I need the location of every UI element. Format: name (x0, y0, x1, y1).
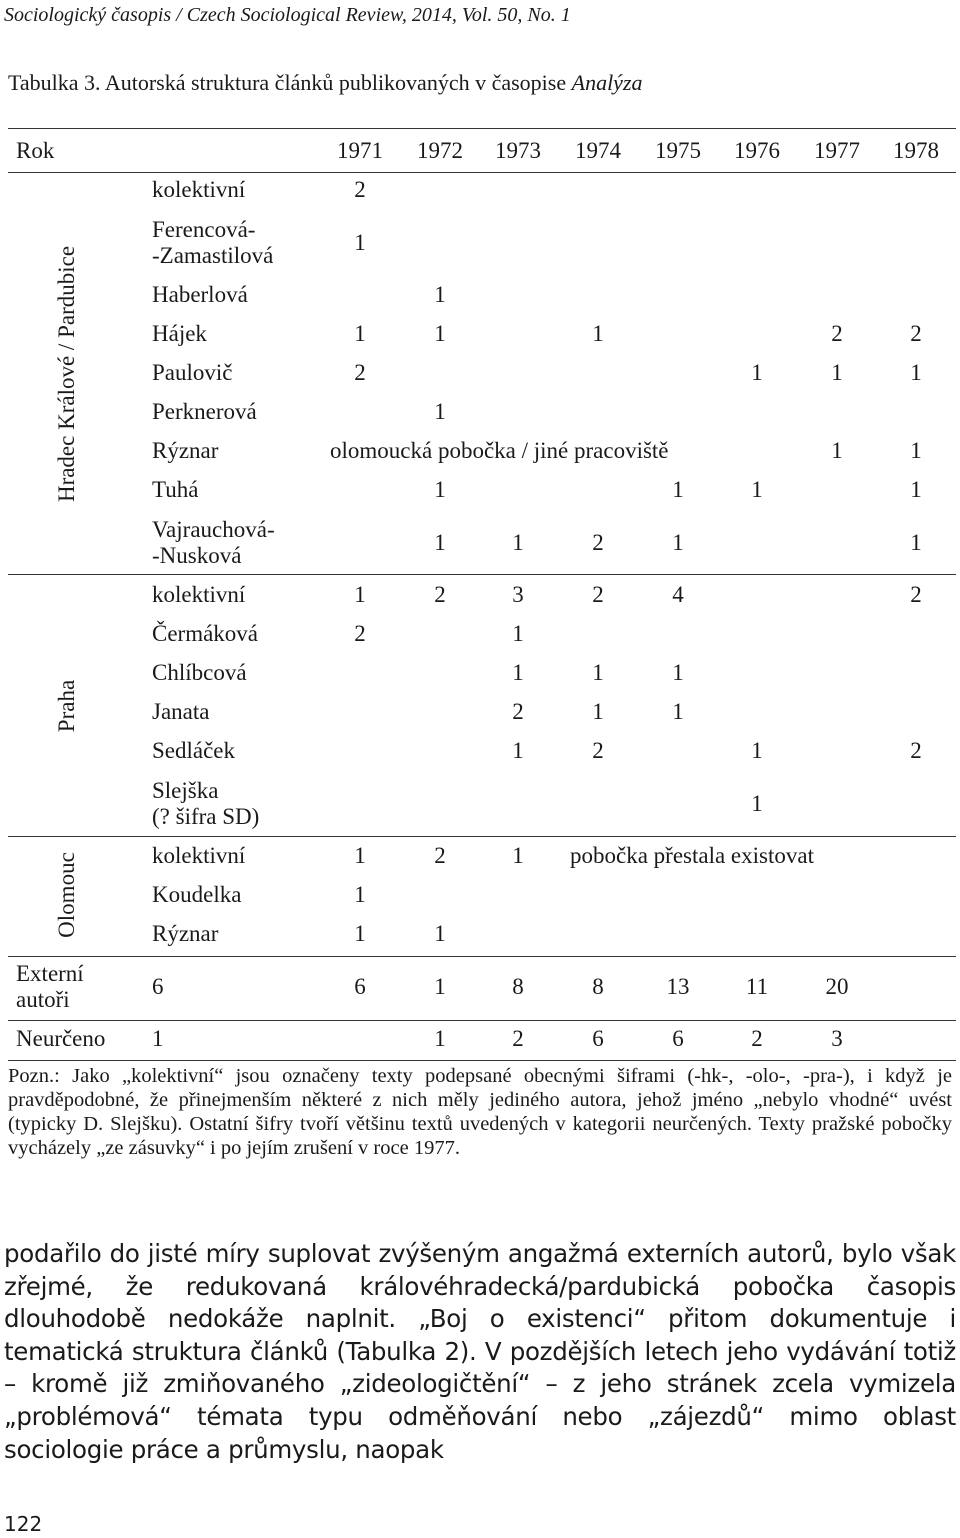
body-paragraph-text: podařilo do jisté míry suplovat zvýšeným angažmá externích autorů, bylo však zřejmé, že redukovaná královéhradecká/pardubická pobočka časopis dlouhodobě nedokáže naplnit. „Boj o existenci“ přitom dokumentuje i tematická struktura článků (Tabulka 2). V pozdějších letech jeho vydávání totiž – kromě již zmiňovaného „zideologičtění“ – z jeho stránek zcela vymizela „problémová“ témata typu odměňování nebo „zájezdů“ mimo oblast sociologie práce a průmyslu, naopak (4, 1239, 956, 1464)
author-name: Sedláček (152, 738, 236, 763)
lead-value: 6 (152, 974, 164, 999)
value-cell-1976: 1 (751, 477, 763, 502)
value-cell-1973: 1 (512, 621, 524, 646)
author-name: Koudelka (152, 882, 242, 907)
value-cell-1976: 11 (745, 974, 769, 999)
value-cell-1975: 6 (672, 1026, 684, 1051)
author-name-line2: -Zamastilová (152, 243, 274, 268)
note-label: Pozn. (8, 1065, 55, 1087)
value-cell-1973: 1 (512, 843, 524, 868)
author-name-line2: (? šifra SD) (152, 804, 260, 829)
group-label-externi-line2: autoři (16, 987, 70, 1012)
span-note-pobocka-prestala: pobočka přestala existovat (570, 843, 814, 868)
year-header-1971: 1971 (337, 138, 383, 163)
span-note-olomoucka-pobocka: olomoucká pobočka / jiné pracoviště (330, 438, 669, 463)
author-name-line1: Ferencová- (152, 217, 256, 242)
value-cell-1973: 2 (512, 1026, 524, 1051)
author-name: Tuhá (152, 477, 199, 502)
author-name: Perknerová (152, 399, 257, 424)
value-cell-1971: 1 (354, 921, 366, 946)
value-cell-1977: 2 (831, 321, 843, 346)
group-rule-neurceno (8, 1020, 956, 1021)
value-cell-1976: 2 (751, 1026, 763, 1051)
value-cell-1972: 1 (434, 399, 446, 424)
value-cell-1974: 1 (592, 699, 604, 724)
value-cell-1971: 2 (354, 621, 366, 646)
journal-header: Sociologický časopis / Czech Sociological Review, 2014, Vol. 50, No. 1 (4, 4, 571, 26)
author-name: Paulovič (152, 360, 233, 385)
group-rule-externi (8, 956, 956, 957)
value-cell-1973: 8 (512, 974, 524, 999)
value-cell-1972: 1 (434, 974, 446, 999)
group-label-externi-line1: Externí (16, 961, 84, 986)
value-cell-1971: 2 (354, 177, 366, 202)
author-name-line2: -Nusková (152, 543, 242, 568)
value-cell-1972: 1 (434, 282, 446, 307)
group-rule-olomouc (8, 836, 956, 837)
author-name: Čermáková (152, 621, 259, 646)
author-name: Rýznar (152, 438, 219, 463)
author-name: Hájek (152, 321, 207, 346)
table-caption (8, 70, 643, 96)
value-cell-1972: 2 (434, 843, 446, 868)
year-header-1975: 1975 (655, 138, 701, 163)
group-label-neurceno: Neurčeno (16, 1026, 106, 1051)
value-cell-1975: 1 (672, 699, 684, 724)
caption-journal-name: Analýza (571, 70, 643, 95)
value-cell-1972: 1 (434, 921, 446, 946)
table-top-rule (8, 128, 956, 129)
value-cell-1978: 2 (910, 738, 922, 763)
value-cell-1971: 1 (354, 582, 366, 607)
note-text: : Jako „kolektivní“ jsou označeny texty podepsané obecnými šiframi (-hk-, -olo-, -pra-), i když je pravděpodobné, že přinejmenším některé z nich měly jediného autora, jehož jméno „nebylo vhodné“ uvést (typicky D. Slejšku). Ostatní šifry tvoří většinu textů uvedených v kategorii neurčených. Texty pražské pobočky vycházely „ze zásuvky“ i po jejím zrušení v roce 1977. (8, 1065, 952, 1159)
value-cell-1971: 1 (354, 882, 366, 907)
year-header-1972: 1972 (417, 138, 463, 163)
value-cell-1978: 1 (910, 438, 922, 463)
value-cell-1974: 6 (592, 1026, 604, 1051)
value-cell-1975: 13 (666, 974, 690, 999)
value-cell-1978: 2 (910, 321, 922, 346)
year-header-1973: 1973 (495, 138, 541, 163)
author-name: kolektivní (152, 177, 246, 202)
author-name: Chlíbcová (152, 660, 247, 685)
value-cell-1974: 2 (592, 530, 604, 555)
table-bottom-rule (8, 1060, 956, 1061)
author-name: kolektivní (152, 843, 246, 868)
group-rule-praha (8, 574, 956, 575)
body-paragraph (4, 1238, 956, 1466)
author-name: Haberlová (152, 282, 248, 307)
value-cell-1974: 2 (592, 582, 604, 607)
value-cell-1973: 2 (512, 699, 524, 724)
value-cell-1973: 1 (512, 738, 524, 763)
group-label-olomouc: Olomouc (54, 852, 79, 938)
value-cell-1978: 1 (910, 477, 922, 502)
value-cell-1974: 1 (592, 660, 604, 685)
group-label-praha: Praha (54, 679, 79, 733)
year-header-1976: 1976 (734, 138, 780, 163)
value-cell-1975: 1 (672, 660, 684, 685)
value-cell-1971: 1 (354, 230, 366, 255)
value-cell-1971: 1 (354, 321, 366, 346)
value-cell-1973: 1 (512, 530, 524, 555)
author-name: kolektivní (152, 582, 246, 607)
lead-value: 1 (152, 1026, 164, 1051)
value-cell-1972: 1 (434, 477, 446, 502)
group-label-hradec-pardubice: Hradec Králové / Pardubice (54, 245, 79, 503)
value-cell-1971: 6 (354, 974, 366, 999)
table-note (8, 1064, 952, 1160)
year-header-1978: 1978 (893, 138, 939, 163)
value-cell-1971: 2 (354, 360, 366, 385)
caption-text: Tabulka 3. Autorská struktura článků publikovaných v časopise (8, 70, 572, 95)
author-name-line1: Slejška (152, 778, 219, 803)
value-cell-1978: 1 (910, 530, 922, 555)
header-rule (8, 172, 956, 173)
value-cell-1976: 1 (751, 738, 763, 763)
value-cell-1977: 1 (831, 360, 843, 385)
value-cell-1977: 1 (831, 438, 843, 463)
value-cell-1971: 1 (354, 843, 366, 868)
author-name: Rýznar (152, 921, 219, 946)
value-cell-1972: 2 (434, 582, 446, 607)
value-cell-1972: 1 (434, 1026, 446, 1051)
value-cell-1973: 1 (512, 660, 524, 685)
value-cell-1972: 1 (434, 321, 446, 346)
value-cell-1975: 1 (672, 477, 684, 502)
value-cell-1974: 8 (592, 974, 604, 999)
value-cell-1976: 1 (751, 791, 763, 816)
value-cell-1975: 4 (672, 582, 684, 607)
value-cell-1972: 1 (434, 530, 446, 555)
value-cell-1974: 2 (592, 738, 604, 763)
value-cell-1977: 3 (831, 1026, 843, 1051)
author-name: Janata (152, 699, 210, 724)
year-header-1974: 1974 (575, 138, 621, 163)
year-header-1977: 1977 (814, 138, 860, 163)
author-name-line1: Vajrauchová- (152, 517, 275, 542)
value-cell-1975: 1 (672, 530, 684, 555)
value-cell-1977: 20 (825, 974, 849, 999)
value-cell-1978: 1 (910, 360, 922, 385)
value-cell-1978: 2 (910, 582, 922, 607)
value-cell-1974: 1 (592, 321, 604, 346)
page-number: 122 (4, 1512, 43, 1536)
header-rok: Rok (16, 138, 55, 163)
value-cell-1973: 3 (512, 582, 524, 607)
value-cell-1976: 1 (751, 360, 763, 385)
